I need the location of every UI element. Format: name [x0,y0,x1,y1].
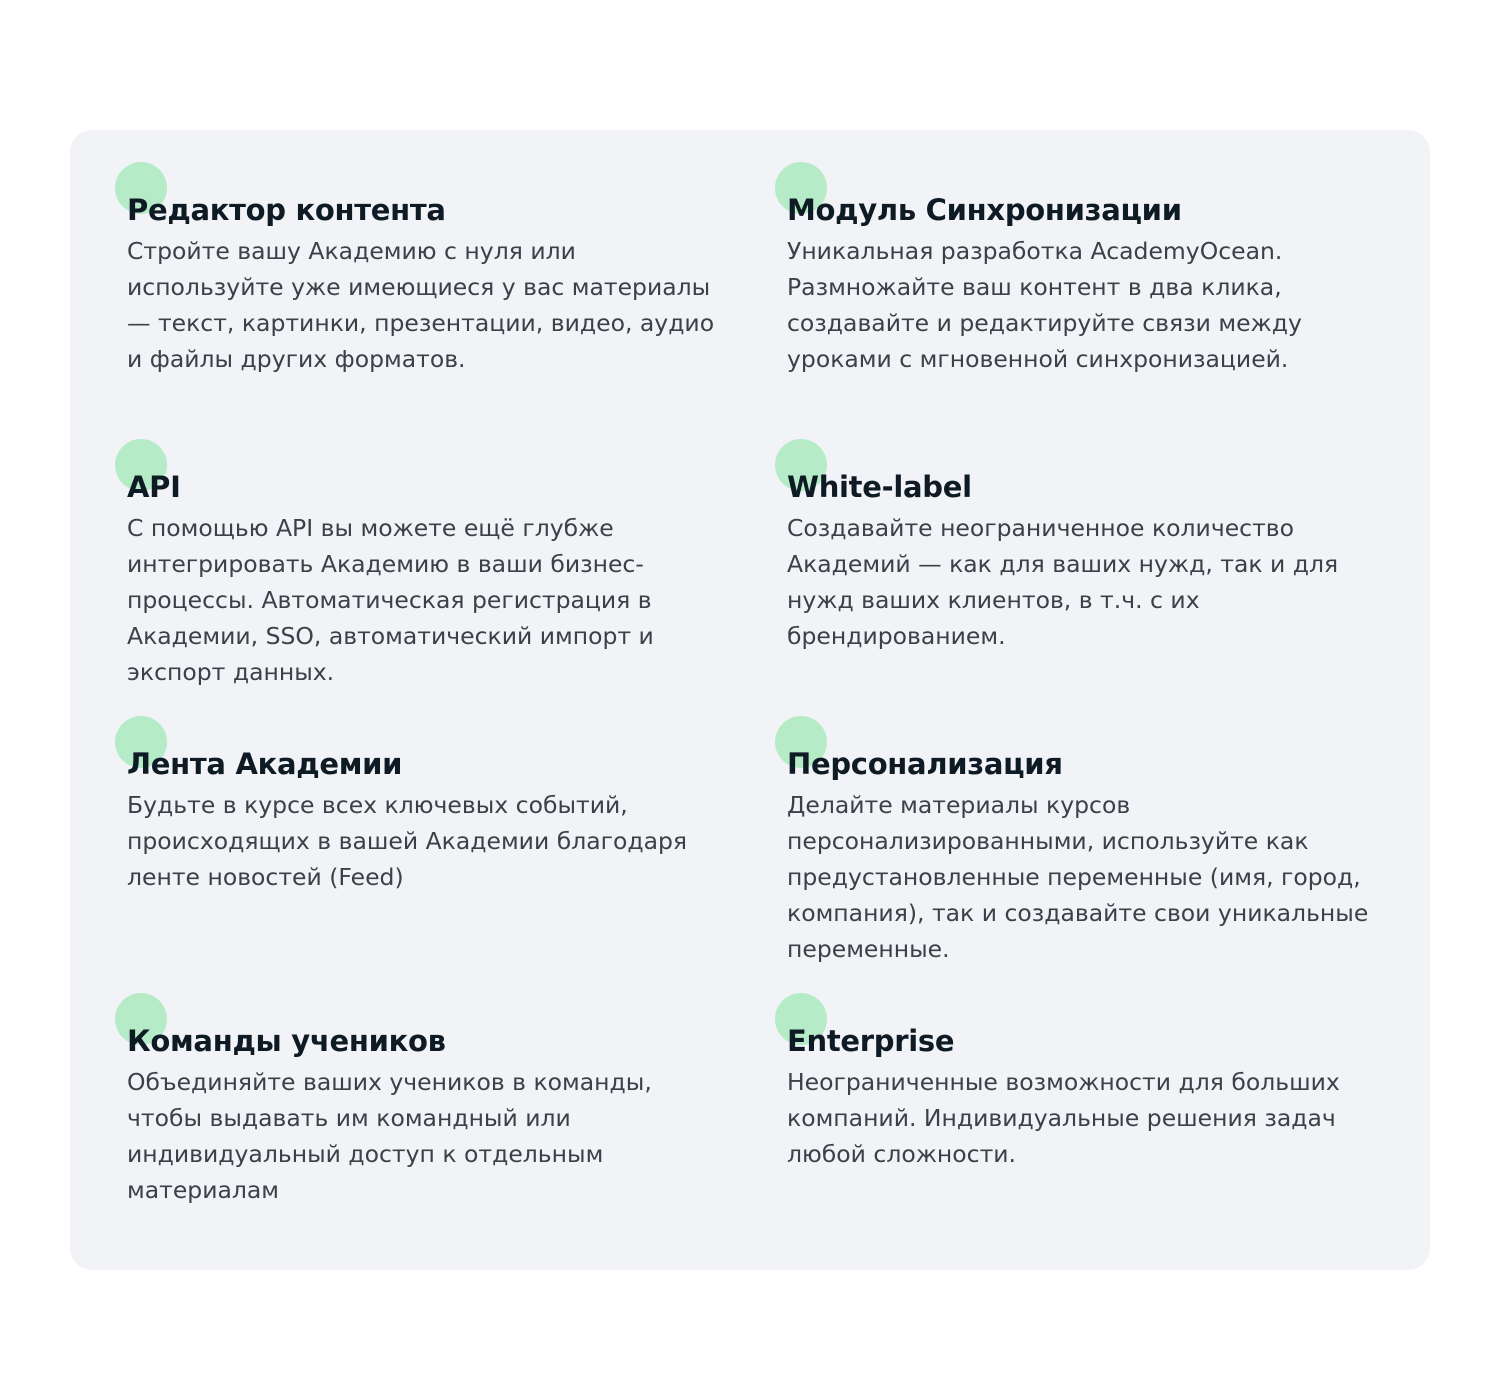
feature-description: Стройте вашу Академию с нуля или используйте уже имеющиеся у вас материалы — текст, картинки, презентации, видео, аудио и файлы других форматов. [127,237,715,373]
feature-description: Делайте материалы курсов персонализированными, используйте как предустановленные переменные (имя, город, компания), так и создавайте свои уникальные переменные. [787,791,1369,963]
feature-sync-module [787,192,1387,377]
feature-personalization [787,746,1387,967]
feature-title: Редактор контента [127,193,446,227]
feature-title: Enterprise [787,1024,955,1058]
feature-description: Создавайте неограниченное количество Академий — как для ваших нужд, так и для нужд ваших клиентов, в т.ч. с их брендированием. [787,514,1339,650]
feature-student-teams [127,1023,727,1208]
feature-title: Персонализация [787,747,1063,781]
feature-description: Неограниченные возможности для больших компаний. Индивидуальные решения задач любой сложности. [787,1068,1340,1168]
feature-description: Объединяйте ваших учеников в команды, чтобы выдавать им командный или индивидуальный доступ к отдельным материалам [127,1068,652,1204]
feature-description: Будьте в курсе всех ключевых событий, происходящих в вашей Академии благодаря ленте новостей (Feed) [127,791,688,891]
feature-title: Модуль Синхронизации [787,193,1182,227]
feature-description: Уникальная разработка AcademyOcean. Размножайте ваш контент в два клика, создавайте и редактируйте связи между уроками с мгновенной синхронизацией. [787,237,1302,373]
feature-content-editor [127,192,727,377]
features-panel [70,130,1430,1270]
feature-title: Команды учеников [127,1024,446,1058]
feature-title: Лента Академии [127,747,403,781]
feature-description: С помощью API вы можете ещё глубже интегрировать Академию в ваши бизнес-процессы. Автоматическая регистрация в Академии, SSO, автоматический импорт и экспорт данных. [127,514,654,686]
feature-title: API [127,470,181,504]
feature-enterprise [787,1023,1387,1172]
feature-api [127,469,727,690]
feature-white-label [787,469,1387,654]
feature-title: White-label [787,470,972,504]
feature-academy-feed [127,746,727,895]
